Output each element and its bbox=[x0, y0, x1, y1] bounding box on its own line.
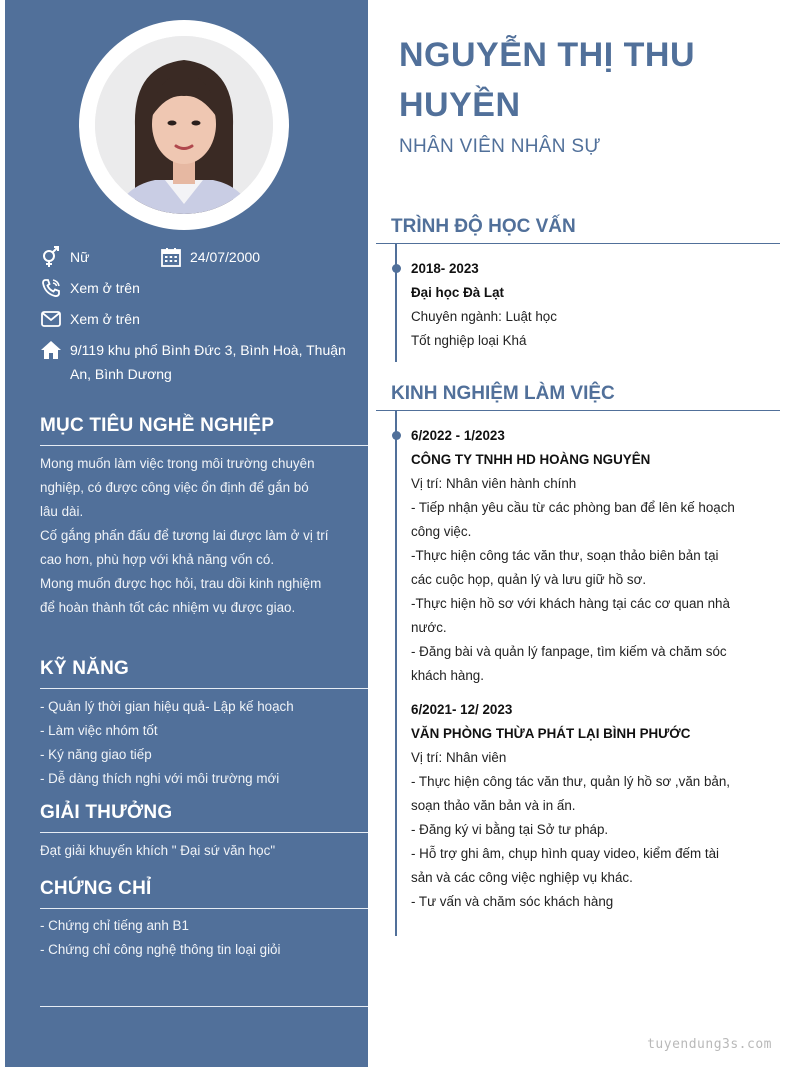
name-line-1: NGUYỄN THỊ THU bbox=[399, 36, 695, 74]
objective-line: Mong muốn làm việc trong môi trường chuyên bbox=[40, 456, 315, 471]
phone-text: Xem ở trên bbox=[70, 280, 140, 296]
job-title: NHÂN VIÊN NHÂN SỰ bbox=[399, 136, 601, 157]
address-row bbox=[39, 338, 346, 386]
objective-line: lâu dài. bbox=[40, 504, 84, 519]
skill-item: - Dễ dàng thích nghi với môi trường mới bbox=[40, 771, 280, 786]
candidate-name bbox=[399, 30, 779, 130]
phone-icon bbox=[39, 276, 63, 300]
job-period: 6/2021- 12/ 2023 bbox=[411, 702, 513, 717]
job-duty-line: nước. bbox=[411, 620, 447, 635]
education-title: TRÌNH ĐỘ HỌC VẤN bbox=[391, 216, 576, 237]
skills-title: KỸ NĂNG bbox=[40, 658, 130, 679]
experience-divider bbox=[376, 410, 780, 411]
education-timeline bbox=[395, 244, 397, 362]
objective-line: Cố gắng phấn đấu để tương lai được làm ở vị trí bbox=[40, 528, 329, 543]
awards-title: GIẢI THƯỞNG bbox=[40, 802, 173, 823]
job-duty-line: - Tiếp nhận yêu cầu từ các phòng ban để lên kế hoạch bbox=[411, 500, 735, 515]
gender-text: Nữ bbox=[70, 249, 90, 265]
objective-line: nghiệp, có được công việc ổn định để gắn bó bbox=[40, 480, 309, 495]
job-duty-line: sản và các công việc nghiệp vụ khác. bbox=[411, 870, 633, 885]
objective-line: Mong muốn được học hỏi, trau dồi kinh nghiệm bbox=[40, 576, 322, 591]
job-duty-line: - Đăng ký vi bằng tại Sở tư pháp. bbox=[411, 822, 609, 837]
job-position: Vị trí: Nhân viên hành chính bbox=[411, 476, 577, 491]
awards-divider bbox=[40, 832, 368, 833]
skill-item: - Ký năng giao tiếp bbox=[40, 747, 152, 762]
objective-line: để hoàn thành tốt các nhiệm vụ được giao. bbox=[40, 600, 296, 615]
calendar-icon bbox=[159, 245, 183, 269]
avatar bbox=[95, 36, 273, 214]
address-line-1: 9/119 khu phố Bình Đức 3, Bình Hoà, Thuận bbox=[70, 342, 346, 358]
education-period: 2018- 2023 bbox=[411, 261, 479, 276]
job-duty-line: các cuộc họp, quản lý và lưu giữ hồ sơ. bbox=[411, 572, 647, 587]
profile-photo bbox=[95, 36, 273, 214]
sidebar bbox=[5, 0, 368, 1067]
job-entry-1 bbox=[411, 424, 750, 688]
email-icon bbox=[39, 307, 63, 331]
education-divider bbox=[376, 243, 780, 244]
job-company: CÔNG TY TNHH HD HOÀNG NGUYÊN bbox=[411, 452, 651, 467]
avatar-frame bbox=[79, 20, 289, 230]
skills-list bbox=[40, 695, 360, 791]
address-line-2: An, Bình Dương bbox=[70, 366, 172, 382]
skill-item: - Quản lý thời gian hiệu quả- Lập kế hoạch bbox=[40, 699, 294, 714]
objective-title: MỤC TIÊU NGHỀ NGHIỆP bbox=[40, 415, 275, 436]
award-item: Đạt giải khuyến khích " Đại sứ văn học" bbox=[40, 843, 276, 858]
watermark: tuyendung3s.com bbox=[647, 1037, 772, 1052]
job-duty-line: - Thực hiện công tác văn thư, quản lý hồ sơ ,văn bản, bbox=[411, 774, 731, 789]
experience-timeline bbox=[395, 410, 397, 936]
experience-dot bbox=[392, 431, 401, 440]
job-duty-line: soạn thảo văn bản và in ấn. bbox=[411, 798, 576, 813]
skill-item: - Làm việc nhóm tốt bbox=[40, 723, 158, 738]
home-icon bbox=[39, 338, 63, 362]
job-company: VĂN PHÒNG THỪA PHÁT LẠI BÌNH PHƯỚC bbox=[411, 726, 691, 741]
objective-divider bbox=[40, 445, 368, 446]
job-duty-line: - Tư vấn và chăm sóc khách hàng bbox=[411, 894, 614, 909]
phone-row bbox=[39, 276, 140, 300]
education-school: Đại học Đà Lạt bbox=[411, 285, 505, 300]
address-text bbox=[70, 338, 346, 386]
education-block bbox=[411, 257, 750, 353]
job-duty-line: công việc. bbox=[411, 524, 472, 539]
education-dot bbox=[392, 264, 401, 273]
birthdate-row bbox=[159, 245, 260, 269]
skills-divider bbox=[40, 688, 368, 689]
name-line-2: HUYỀN bbox=[399, 86, 521, 124]
gender-row bbox=[39, 245, 89, 269]
job-duty-line: -Thực hiện công tác văn thư, soạn thảo biên bản tại bbox=[411, 548, 719, 563]
job-duty-line: -Thực hiện hồ sơ với khách hàng tại các cơ quan nhà bbox=[411, 596, 730, 611]
job-duty-line: - Đăng bài và quản lý fanpage, tìm kiếm và chăm sóc bbox=[411, 644, 727, 659]
email-row bbox=[39, 307, 140, 331]
certificate-item: - Chứng chỉ công nghệ thông tin loại giỏi bbox=[40, 942, 281, 957]
job-duty-line: khách hàng. bbox=[411, 668, 484, 683]
awards-list bbox=[40, 839, 360, 863]
certificates-list bbox=[40, 914, 360, 962]
birthdate-text: 24/07/2000 bbox=[190, 249, 261, 265]
job-period: 6/2022 - 1/2023 bbox=[411, 428, 505, 443]
gender-icon bbox=[39, 245, 63, 269]
education-grade: Tốt nghiệp loại Khá bbox=[411, 333, 527, 348]
job-entry-2 bbox=[411, 698, 750, 914]
objective-text bbox=[40, 452, 336, 620]
bottom-divider bbox=[40, 1006, 368, 1007]
experience-title: KINH NGHIỆM LÀM VIỆC bbox=[391, 383, 615, 404]
job-position: Vị trí: Nhân viên bbox=[411, 750, 507, 765]
job-duty-line: - Hỗ trợ ghi âm, chụp hình quay video, kiểm đếm tài bbox=[411, 846, 719, 861]
certificates-title: CHỨNG CHỈ bbox=[40, 878, 152, 899]
email-text: Xem ở trên bbox=[70, 311, 140, 327]
certificate-item: - Chứng chỉ tiếng anh B1 bbox=[40, 918, 189, 933]
objective-line: cao hơn, phù hợp với khả năng vốn có. bbox=[40, 552, 275, 567]
education-major: Chuyên ngành: Luật học bbox=[411, 309, 557, 324]
certificates-divider bbox=[40, 908, 368, 909]
